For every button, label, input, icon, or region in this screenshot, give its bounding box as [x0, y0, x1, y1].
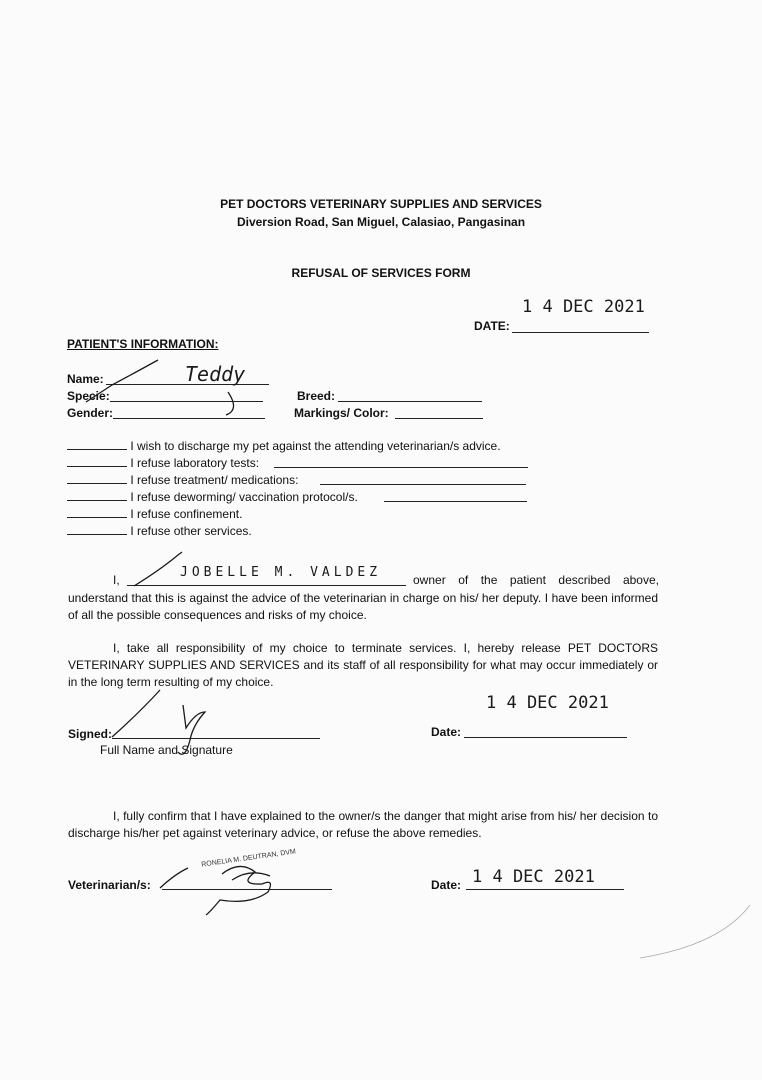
- option-label: I refuse treatment/ medications:: [130, 473, 299, 487]
- statement1-prefix: I,: [113, 573, 120, 587]
- signed-date-value: 1 4 DEC 2021: [486, 693, 609, 713]
- option-label: I refuse other services.: [130, 524, 252, 538]
- specie-label: Specie:: [67, 389, 110, 403]
- statement1-body: understand that this is against the advice of the veterinarian in charge on his/ her deputy. I have been informed of all the possible consequences and risks of my choice.: [68, 591, 658, 622]
- statement1-line1-suffix: owner of the patient described above,: [413, 573, 659, 587]
- option-label: I refuse confinement.: [130, 507, 243, 521]
- veterinarian-label: Veterinarian/s:: [68, 878, 151, 892]
- veterinarian-stamp: RONELIA M. DEUTRAN, DVM: [200, 848, 297, 869]
- patient-info-heading: PATIENT'S INFORMATION:: [67, 337, 219, 351]
- signed-label: Signed:: [68, 727, 112, 741]
- form-title: REFUSAL OF SERVICES FORM: [291, 266, 471, 280]
- option-label: I refuse laboratory tests:: [130, 456, 260, 470]
- gender-label: Gender:: [67, 406, 114, 420]
- name-label: Name:: [67, 372, 104, 386]
- name-value: Teddy: [185, 362, 246, 386]
- option-label: I wish to discharge my pet against the attending veterinarian/s advice.: [130, 439, 501, 453]
- statement2-body: I, take all responsibility of my choice to terminate services. I, hereby release PET DOCTORS VETERINARY SUPPLIES AND SERVICES and its staff of all responsibility for what may occur immediately or in the long term resulting of my choice.: [68, 641, 658, 689]
- owner-name-value: JOBELLE M. VALDEZ: [180, 565, 382, 580]
- statement3-body: I, fully confirm that I have explained to the owner/s the danger that might arise from his/ her decision to discharge his/her pet against veterinary advice, or refuse the above remedies.: [68, 809, 658, 840]
- veterinarian-date-value: 1 4 DEC 2021: [472, 867, 595, 887]
- company-address: Diversion Road, San Miguel, Calasiao, Pangasinan: [236, 215, 526, 229]
- option-label: I refuse deworming/ vaccination protocol/s.: [130, 490, 358, 504]
- markings-label: Markings/ Color:: [294, 406, 389, 420]
- signed-caption: Full Name and Signature: [100, 743, 233, 757]
- breed-label: Breed:: [297, 389, 336, 403]
- signed-date-label: Date:: [431, 725, 462, 739]
- top-date-value: 1 4 DEC 2021: [522, 297, 645, 317]
- top-date-label: DATE:: [474, 319, 510, 333]
- company-name: PET DOCTORS VETERINARY SUPPLIES AND SERVICES: [220, 197, 542, 211]
- veterinarian-date-label: Date:: [431, 878, 462, 892]
